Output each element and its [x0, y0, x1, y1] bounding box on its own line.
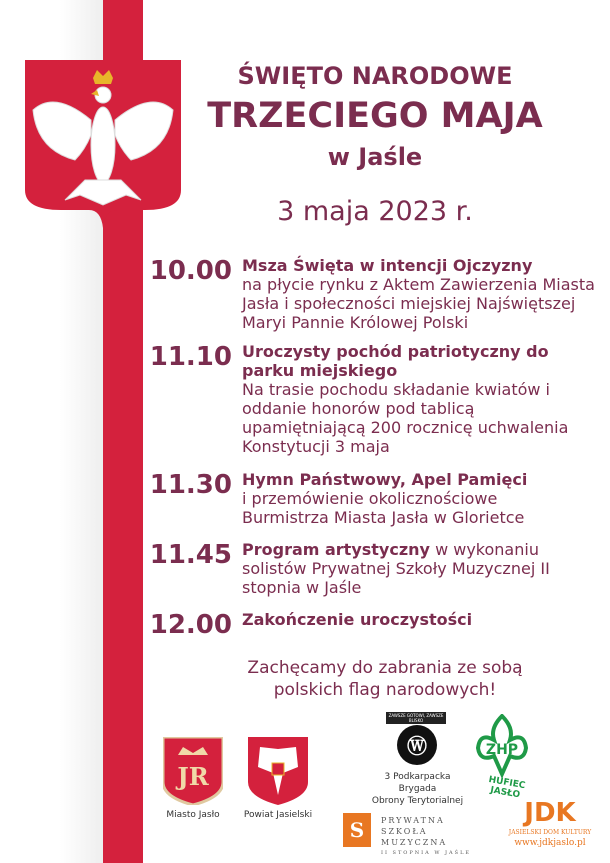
schedule-time: 12.00: [149, 610, 232, 640]
schedule-desc: [242, 342, 572, 456]
schedule-time: 11.30: [149, 470, 232, 500]
schedule-desc: [242, 256, 607, 332]
schedule-title: Zakończenie uroczystości: [242, 610, 473, 629]
event-date: 3 maja 2023 r.: [277, 196, 473, 227]
szkola-line-2: SZKOŁA MUZYCZNA: [381, 827, 448, 847]
schedule-text: Na trasie pochodu składanie kwiatów i oddanie honorów pod tablicą upamiętniającą 200 rocznicę uchwalenia Konstytucji 3 maja: [242, 380, 569, 456]
schedule-desc: [242, 610, 607, 629]
jdk-name: JASIELSKI DOM KULTURY: [508, 829, 592, 836]
svg-text:JR: JR: [177, 762, 209, 791]
schedule-time: 11.10: [149, 342, 232, 372]
schedule-title: Uroczysty pochód patriotyczny do parku miejskiego: [242, 342, 549, 380]
polish-eagle-emblem: [25, 60, 181, 228]
schedule-time: 10.00: [149, 256, 232, 286]
title-line-1: ŚWIĘTO NARODOWE: [237, 62, 513, 90]
szkola-line-1: PRYWATNA: [381, 816, 445, 825]
powiat-jasielski-crest: [248, 737, 308, 805]
schedule-time: 11.45: [149, 540, 232, 570]
schedule-title: Msza Święta w intencji Ojczyzny: [242, 256, 533, 275]
title-line-3: w Jaśle: [327, 143, 423, 171]
miasto-jaslo-crest: [163, 737, 223, 805]
hufiec-label: HUFIEC JASŁO: [487, 774, 527, 801]
jdk-logo: JDK: [524, 798, 576, 828]
zhp-lily-emblem: [474, 714, 530, 778]
brygada-label: [370, 771, 465, 807]
schedule-title: Program artystyczny: [242, 540, 430, 559]
szkola-muzyczna-label: [381, 815, 491, 859]
szkola-line-3: II STOPNIA W JAŚLE: [381, 850, 472, 856]
powiat-jasielski-label: Powiat Jasielski: [243, 810, 313, 820]
closing-line-2: polskich flag narodowych!: [273, 680, 497, 700]
schedule-text: i przemówienie okolicznościowe Burmistrza Miasta Jasła w Glorietce: [242, 489, 525, 527]
wot-brigade-emblem: [395, 723, 439, 767]
closing-note: [200, 657, 570, 701]
miasto-jaslo-label: Miasto Jasło: [166, 810, 220, 820]
svg-text:Ⓦ: Ⓦ: [407, 734, 427, 758]
closing-line-1: Zachęcamy do zabrania ze sobą: [247, 658, 523, 678]
brygada-line-2: Obrony Terytorialnej: [371, 796, 464, 806]
schedule-text: na płycie rynku z Aktem Zawierzenia Miasta Jasła i społeczności miejskiej Najświętszej Maryi Pannie Królowej Polski: [242, 275, 595, 332]
schedule-title: Hymn Państwowy, Apel Pamięci: [242, 470, 528, 489]
jdk-url[interactable]: www.jdkjaslo.pl: [514, 838, 586, 848]
schedule-text: w wykonaniu solistów Prywatnej Szkoły Muzycznej II stopnia w Jaśle: [242, 540, 550, 597]
szkola-logo-mark: S: [343, 813, 371, 847]
title-line-2: TRZECIEGO MAJA: [207, 96, 543, 136]
brygada-motto: ZAWSZE GOTOWI, ZAWSZE BLISKO: [386, 712, 446, 724]
schedule-desc: [242, 540, 572, 597]
zhp-text: ZHP: [485, 742, 519, 758]
brygada-line-1: 3 Podkarpacka Brygada: [384, 772, 451, 794]
schedule-desc: [242, 470, 607, 527]
